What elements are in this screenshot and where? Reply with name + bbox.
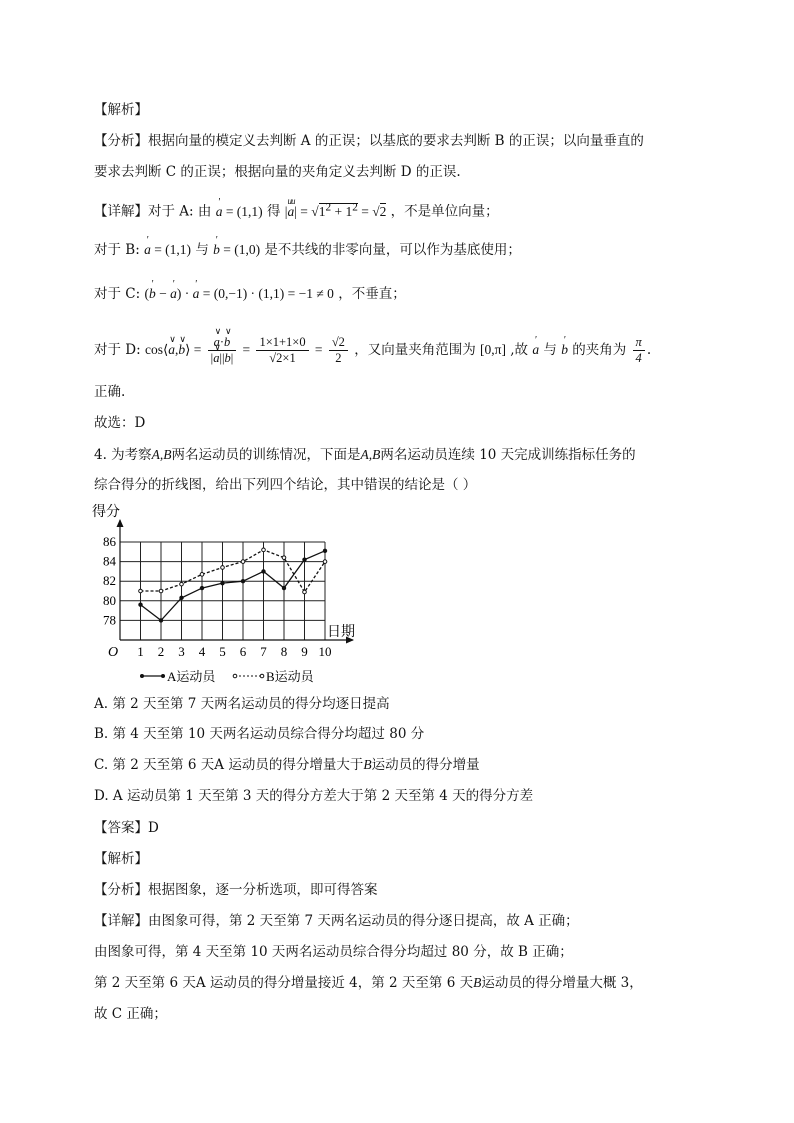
option-c-text-a: C. 第 2 天至第 6 天A 运动员的得分增量大于: [94, 757, 364, 773]
legend-marker-a: [140, 674, 144, 678]
q4-ab-2: A,B: [360, 447, 381, 462]
data-point-a: [302, 557, 306, 561]
detail-d-prefix: 对于 D:: [94, 342, 141, 358]
option-d: D. A 运动员第 1 天至第 3 天的得分方差大于第 2 天至第 4 天的得分方差: [94, 788, 534, 804]
cos-fraction-1: ∨ $\frac{a\cdot\vee b}{|\vee a||b|}$: [208, 335, 237, 366]
detail-2-line1: 【详解】由图象可得，第 2 天至第 7 天两名运动员的得分逐日提高，故 A 正确；: [94, 913, 579, 929]
correct-line: 正确.: [94, 384, 126, 400]
detail-item-d: 对于 D: cos⟨∨ a,∨ b⟩ = ∨ $\frac{a\cdot\vee b}{|\vee a||b|}$ = $\frac{1\times 1+1\times 0}{√2\times 1}$ = $\frac{√2}{2}$ ，又向量夹角范围为 [0,π] ,故 ' a 与 ' b 的夹角为 $\frac{\pi}{4}$ .: [94, 332, 651, 368]
angle-range: [0,π]: [480, 342, 506, 357]
line-chart: [90, 500, 390, 690]
data-point-b: [262, 548, 266, 552]
data-point-a: [220, 581, 224, 585]
option-c-b: B: [363, 757, 372, 772]
detail-d-mid: ，又向量夹角范围为: [354, 342, 476, 358]
y-tick-label: 80: [103, 592, 116, 608]
detail-d-mid3: 与: [543, 342, 557, 358]
detail-b-prefix: 对于 B:: [94, 242, 140, 258]
cos-fraction-2: $\frac{1\times 1+1\times 0}{√2\times 1}$: [256, 335, 308, 366]
data-point-b: [282, 556, 286, 560]
cos-expression: cos⟨∨ a,∨ b⟩ =: [145, 342, 201, 357]
option-a: A. 第 2 天至第 7 天两名运动员的得分均逐日提高: [94, 696, 390, 712]
x-tick-label: 4: [198, 644, 206, 659]
q4-text-c: 两名运动员连续 10 天完成训练指标任务的: [380, 447, 636, 463]
detail-2-line3-c: 运动员的得分增量大概 3，: [481, 975, 643, 991]
vector-a-equation: ' a = (1,1): [216, 204, 263, 219]
y-tick-label: 78: [103, 612, 116, 628]
x-tick-label: 10: [318, 644, 332, 659]
dot-product-expression: (' b − ' a) · ' a = (0,−1) · (1,1) = −1 ≠ 0: [144, 286, 333, 301]
data-point-a: [323, 549, 327, 553]
vector-a-symbol: ' a: [532, 332, 539, 368]
question-4-line1: [94, 445, 636, 465]
detail-item-a: [94, 197, 499, 222]
data-point-b: [241, 560, 245, 564]
analysis-text-line1: 【分析】根据向量的模定义去判断 A 的正误；以基底的要求去判断 B 的正误；以向量垂直的: [94, 133, 644, 149]
choose-line-1: 故选：D: [94, 415, 146, 431]
origin-label: O: [108, 645, 119, 660]
vector-b-b-line: ' b = (1,0): [213, 242, 260, 257]
data-point-b: [303, 590, 307, 594]
detail-item-c: [94, 284, 406, 304]
detail-2-line4: 故 C 正确；: [94, 1006, 167, 1022]
data-point-a: [200, 586, 204, 590]
legend-marker-a-end: [161, 674, 165, 678]
x-tick-label: 1: [137, 644, 144, 659]
y-tick-label: 84: [103, 553, 116, 569]
detail-c-prefix: 对于 C:: [94, 286, 141, 302]
detail-b-mid: 与: [195, 242, 209, 258]
data-point-b: [180, 582, 184, 586]
y-tick-label: 82: [103, 573, 116, 589]
q4-ab-1: A,B: [151, 447, 172, 462]
x-tick-label: 5: [219, 644, 226, 659]
x-axis-label: 日期: [327, 625, 355, 640]
option-c: [94, 755, 480, 775]
legend-label-a: A运动员: [167, 669, 216, 684]
analysis-2-text: 【分析】根据图象，逐一分析选项，即可得答案: [94, 882, 378, 898]
legend-label-b: B运动员: [266, 669, 314, 684]
option-c-text-b: 运动员的得分增量: [371, 757, 480, 773]
x-tick-label: 6: [239, 644, 247, 659]
data-point-a: [179, 596, 183, 600]
vector-a-b-line: ' a = (1,1): [144, 242, 191, 257]
data-point-b: [221, 566, 225, 570]
x-tick-label: 2: [157, 644, 165, 659]
x-tick-label: 3: [178, 644, 185, 659]
data-point-a: [261, 569, 265, 573]
norm-a-expression: |uu $a| = √1^2 + 1^2 = √2$: [285, 204, 387, 219]
legend-marker-b-end: [260, 674, 264, 678]
cos-fraction-3: $\frac{√2}{2}$: [329, 335, 348, 366]
detail-c-suffix: ，不垂直；: [338, 286, 406, 302]
analysis-text-line2: 要求去判断 C 的正误；根据向量的夹角定义去判断 D 的正误.: [94, 164, 461, 180]
x-tick-label: 7: [260, 644, 267, 659]
vector-b-symbol: ' b: [561, 332, 568, 368]
legend-marker-b: [233, 674, 237, 678]
detail-a-suffix: ，不是单位向量；: [390, 203, 499, 220]
detail-a-prefix: 【详解】对于 A: 由: [94, 203, 212, 220]
data-point-b: [323, 560, 327, 564]
data-point-b: [139, 589, 143, 593]
detail-2-line3-b: B: [473, 975, 482, 990]
data-point-a: [241, 579, 245, 583]
option-b: B. 第 4 天至第 10 天两名运动员综合得分均超过 80 分: [94, 726, 425, 742]
detail-d-mid2: ,故: [510, 342, 529, 358]
detail-b-suffix: 是不共线的非零向量，可以作为基底使用；: [264, 242, 521, 258]
detail-item-b: [94, 240, 521, 260]
detail-a-mid: 得: [266, 203, 281, 220]
series-line-b: [141, 550, 326, 592]
data-point-b: [200, 573, 204, 577]
q4-text-a: 4. 为考察: [94, 447, 152, 463]
answer-line: 【答案】D: [94, 820, 159, 836]
detail-2-line3: [94, 973, 643, 993]
data-point-a: [282, 586, 286, 590]
question-4-line2: 综合得分的折线图，给出下列四个结论，其中错误的结论是（ ）: [94, 477, 477, 493]
y-axis-arrow: [117, 519, 124, 527]
detail-2-line3-a: 第 2 天至第 6 天A 运动员的得分增量接近 4，第 2 天至第 6 天: [94, 975, 474, 991]
section-heading-analysis: 【解析】: [94, 102, 148, 118]
x-tick-label: 9: [301, 644, 308, 659]
y-tick-label: 86: [103, 534, 116, 549]
detail-2-line2: 由图象可得，第 4 天至第 10 天两名运动员综合得分均超过 80 分，故 B 正确；: [94, 944, 573, 960]
data-point-a: [138, 603, 142, 607]
section-heading-analysis-2: 【解析】: [94, 851, 148, 867]
x-tick-label: 8: [280, 644, 288, 659]
data-point-b: [159, 589, 163, 593]
data-point-a: [159, 618, 163, 622]
y-axis-label: 得分: [92, 505, 120, 520]
detail-d-suffix: 的夹角为: [572, 342, 627, 358]
pi-over-4: $\frac{\pi}{4}$: [633, 335, 645, 366]
q4-text-b: 两名运动员的训练情况，下面是: [171, 447, 361, 463]
